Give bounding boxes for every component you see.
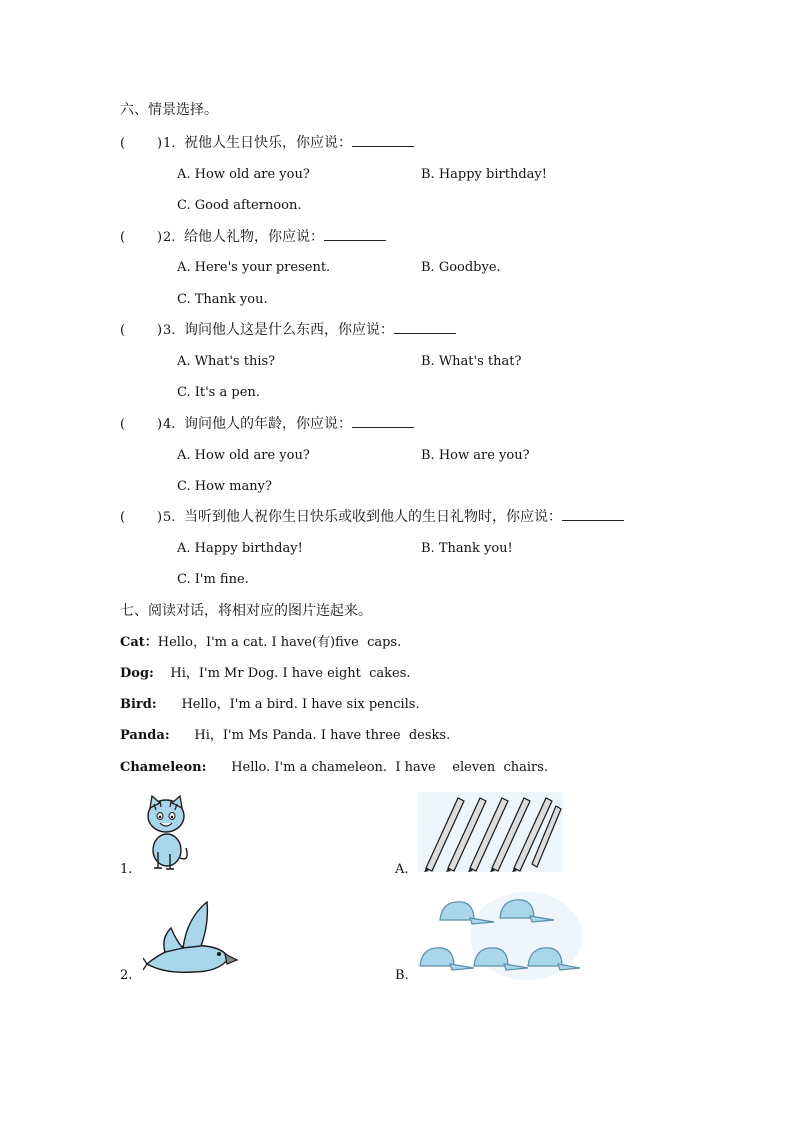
picture-label-b: B. [395, 968, 409, 983]
option-c: C. Thank you. [177, 292, 268, 307]
question-stem: 询问他人这是什么东西，你应说： [184, 322, 394, 338]
answer-paren-open: ( [120, 136, 126, 151]
answer-paren-close[interactable]: ) [157, 230, 163, 245]
option-c: C. How many? [177, 479, 272, 494]
dialogue-panda [120, 727, 450, 745]
option-a: A. Here's your present. [177, 260, 331, 275]
dialogue-text: Hello. I'm a chameleon. I have eleven chairs. [231, 760, 549, 775]
question-number: 5. [163, 510, 176, 525]
option-b: B. What's that? [421, 354, 522, 369]
option-a: A. Happy birthday! [177, 541, 303, 556]
question-stem: 询问他人的年龄，你应说： [184, 416, 352, 432]
option-a: A. How old are you? [177, 448, 310, 463]
question-number: 1. [163, 136, 176, 151]
section-7-heading: 七、阅读对话，将相对应的图片连起来。 [120, 603, 372, 619]
question-number: 3. [163, 323, 176, 338]
speaker-name: Chameleon: [120, 760, 207, 775]
cat-icon[interactable] [140, 792, 198, 872]
option-c: C. It's a pen. [177, 385, 260, 400]
question-stem: 给他人礼物，你应说： [184, 229, 324, 245]
picture-label-a: A. [395, 862, 409, 877]
dialogue-cat [120, 634, 401, 652]
pencils-icon[interactable] [418, 792, 563, 872]
answer-blank[interactable] [394, 321, 456, 334]
answer-paren-open: ( [120, 323, 126, 338]
dialogue-dog [120, 665, 411, 683]
answer-blank[interactable] [324, 228, 386, 241]
option-c: C. I'm fine. [177, 572, 249, 587]
question-number: 4. [163, 417, 176, 432]
option-c: C. Good afternoon. [177, 198, 302, 213]
dialogue-text: Hello，I'm a bird. I have six pencils. [181, 697, 420, 712]
picture-label-2: 2. [120, 968, 133, 983]
answer-paren-close[interactable]: ) [157, 323, 163, 338]
section-6-heading: 六、情景选择。 [120, 102, 218, 118]
speaker-name: Dog: [120, 666, 154, 681]
option-b: B. Happy birthday! [421, 167, 547, 182]
answer-blank[interactable] [352, 134, 414, 147]
answer-blank[interactable] [562, 508, 624, 521]
answer-paren-close[interactable]: ) [157, 510, 163, 525]
option-b: B. Thank you! [421, 541, 513, 556]
bird-icon[interactable] [143, 898, 239, 978]
speaker-name: Bird: [120, 697, 157, 712]
caps-icon[interactable] [416, 892, 582, 980]
option-a: A. What's this? [177, 354, 276, 369]
question-number: 2. [163, 230, 176, 245]
option-b: B. Goodbye. [421, 260, 501, 275]
dialogue-text: Hi，I'm Mr Dog. I have eight cakes. [170, 666, 411, 681]
answer-paren-open: ( [120, 230, 126, 245]
speaker-name: Panda: [120, 728, 170, 743]
answer-paren-close[interactable]: ) [157, 417, 163, 432]
speaker-name: Cat： [120, 635, 158, 650]
dialogue-bird [120, 696, 420, 714]
dialogue-text: Hello，I'm a cat. I have(有)five caps. [157, 635, 402, 650]
answer-paren-open: ( [120, 510, 126, 525]
picture-label-1: 1. [120, 862, 133, 877]
option-b: B. How are you? [421, 448, 530, 463]
question-stem: 祝他人生日快乐，你应说： [184, 135, 352, 151]
option-a: A. How old are you? [177, 167, 310, 182]
dialogue-text: Hi，I'm Ms Panda. I have three desks. [194, 728, 451, 743]
dialogue-chameleon [120, 759, 548, 777]
answer-paren-open: ( [120, 417, 126, 432]
answer-paren-close[interactable]: ) [157, 136, 163, 151]
answer-blank[interactable] [352, 415, 414, 428]
question-stem: 当听到他人祝你生日快乐或收到他人的生日礼物时，你应说： [184, 509, 562, 525]
